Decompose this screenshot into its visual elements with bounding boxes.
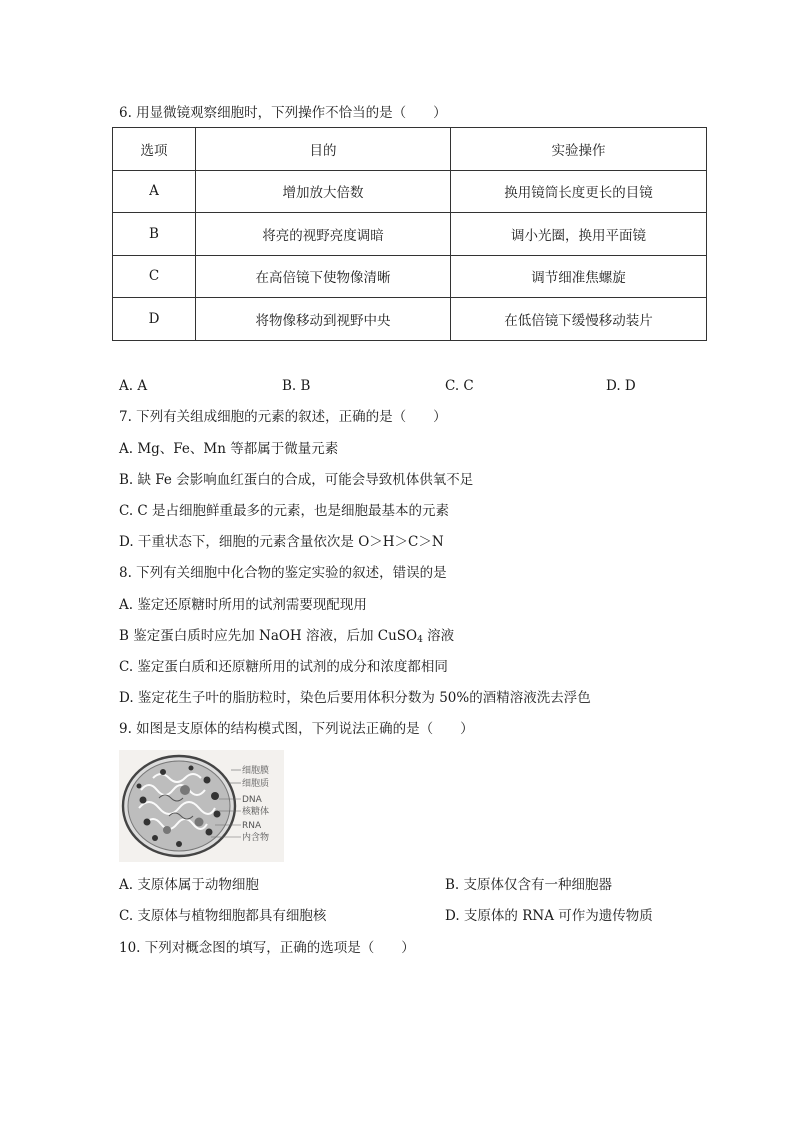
table-cell: C [113, 255, 196, 298]
q7-option-c: C. C 是占细胞鲜重最多的元素，也是细胞最基本的元素 [119, 503, 450, 519]
table-cell: 换用镜筒长度更长的目镜 [451, 170, 707, 213]
table-row [113, 170, 707, 213]
figure-label: DNA [242, 795, 262, 805]
table-row [113, 255, 707, 298]
q7-stem: 7. 下列有关组成细胞的元素的叙述，正确的是（ ） [119, 409, 447, 425]
q9-stem: 9. 如图是支原体的结构模式图，下列说法正确的是（ ） [119, 721, 474, 737]
q6-stem: 6. 用显微镜观察细胞时，下列操作不恰当的是（ ） [119, 105, 447, 121]
table-cell: 调小光圈，换用平面镜 [451, 213, 707, 256]
option-d: D. D [606, 378, 636, 394]
q6-options [119, 377, 754, 395]
q9-option-c: C. 支原体与植物细胞都具有细胞核 [119, 908, 327, 924]
q9-options-row-1 [119, 876, 754, 894]
q9-option-a: A. 支原体属于动物细胞 [119, 877, 259, 893]
q9-option-b: B. 支原体仅含有一种细胞器 [445, 877, 613, 893]
q7-option-d: D. 干重状态下，细胞的元素含量依次是 O＞H＞C＞N [119, 534, 444, 550]
table-cell: B [113, 213, 196, 256]
cytoplasm-shape [128, 761, 230, 851]
table-cell: 将物像移动到视野中央 [196, 298, 451, 341]
q9-options-row-2 [119, 907, 754, 925]
table-cell: 将亮的视野亮度调暗 [196, 213, 451, 256]
option-c: C. C [445, 378, 474, 394]
q8-stem: 8. 下列有关细胞中化合物的鉴定实验的叙述，错误的是 [119, 565, 447, 581]
mycoplasma-diagram [119, 750, 284, 862]
q8-option-b [119, 627, 454, 649]
figure-label: 细胞膜 [242, 766, 270, 776]
table-row [113, 213, 707, 256]
figure-label: 细胞质 [242, 779, 270, 789]
q8-option-b-suffix: 溶液 [422, 628, 455, 644]
table-cell: D [113, 298, 196, 341]
q9-option-d: D. 支原体的 RNA 可作为遗传物质 [445, 908, 653, 924]
table-cell: 在高倍镜下使物像清晰 [196, 255, 451, 298]
table-cell: 在低倍镜下缓慢移动装片 [451, 298, 707, 341]
q7-option-a: A. Mg、Fe、Mn 等都属于微量元素 [119, 441, 339, 457]
table-header-row [113, 128, 707, 171]
option-b: B. B [282, 378, 311, 394]
table-cell: A [113, 170, 196, 213]
subscript: 4 [417, 635, 423, 645]
table-cell: 调节细准焦螺旋 [451, 255, 707, 298]
q8-option-c: C. 鉴定蛋白质和还原糖所用的试剂的成分和浓度都相同 [119, 659, 448, 675]
q8-option-d: D. 鉴定花生子叶的脂肪粒时，染色后要用体积分数为 50%的酒精溶液洗去浮色 [119, 690, 591, 706]
figure-label: 内含物 [242, 833, 270, 843]
option-a: A. A [119, 378, 148, 394]
table-row [113, 298, 707, 341]
table-header-cell: 实验操作 [451, 128, 707, 171]
q8-option-b-text: B 鉴定蛋白质时应先加 NaOH 溶液，后加 CuSO [119, 628, 418, 644]
figure-label: RNA [242, 821, 262, 831]
figure-label: 核糖体 [242, 807, 270, 817]
q7-option-b: B. 缺 Fe 会影响血红蛋白的合成，可能会导致机体供氧不足 [119, 472, 474, 488]
q8-option-a: A. 鉴定还原糖时所用的试剂需要现配现用 [119, 597, 367, 613]
table-header-cell: 目的 [196, 128, 451, 171]
table-cell: 增加放大倍数 [196, 170, 451, 213]
q10-stem: 10. 下列对概念图的填写，正确的选项是（ ） [119, 940, 415, 956]
table-header-cell: 选项 [113, 128, 196, 171]
q6-table [112, 127, 707, 341]
